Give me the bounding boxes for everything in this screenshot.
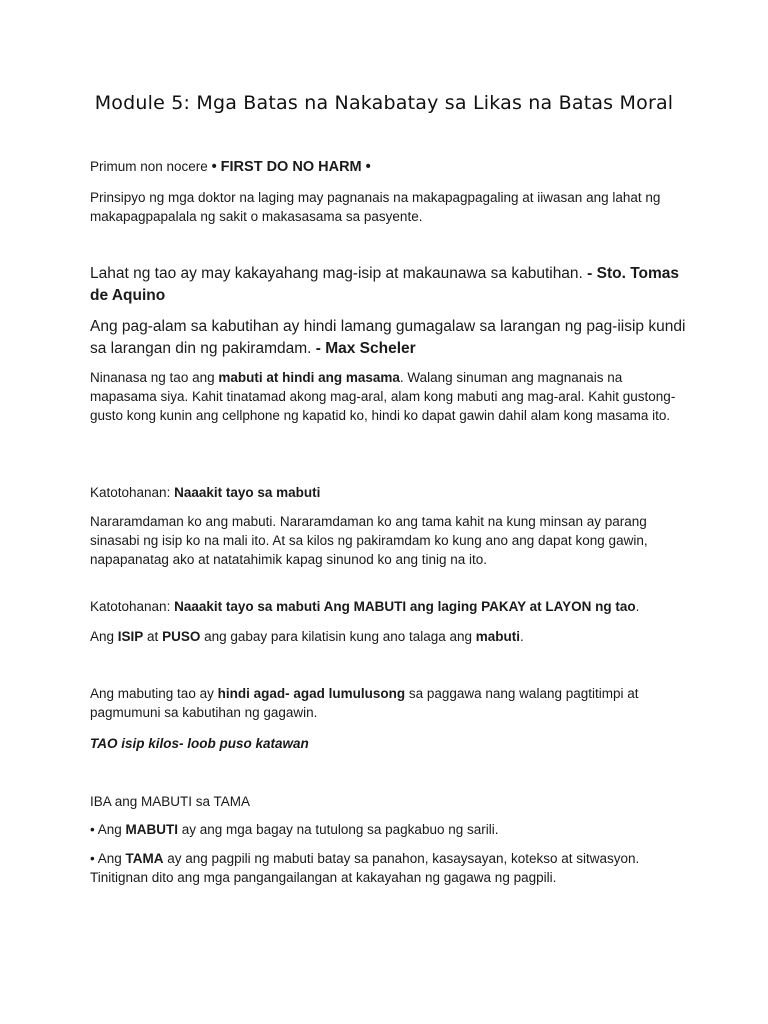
isip-bold: ISIP bbox=[117, 629, 144, 644]
bullet-mabuti-pre: • Ang bbox=[90, 822, 126, 837]
ninanasa-bold: mabuti at hindi ang masama bbox=[218, 370, 400, 385]
ninanasa-text-post: . Walang sinuman ang magnanais na mapasama siya. Kahit tinatamad akong mag-aral, alam kong mabuti ang mag-aral. Kahit gustong-gusto kong kunin ang cellphone ng kapatid ko, hindi ko dapat gawin dahil alam kong masama ito. bbox=[90, 370, 676, 423]
katotohanan-2-post: . bbox=[635, 599, 640, 614]
isip-puso-pre: Ang bbox=[90, 629, 118, 644]
ninanasa-text-pre: Ninanasa ng tao ang bbox=[90, 370, 219, 385]
scheler-text: Ang pag-alam sa kabutihan ay hindi lamang gumagalaw sa larangan ng pag-iisip kundi sa larangan din ng pakiramdam. bbox=[90, 318, 686, 357]
katotohanan-1-bold: Naaakit tayo sa mabuti bbox=[174, 485, 321, 500]
katotohanan-2 bbox=[90, 597, 690, 616]
isip-puso-line bbox=[90, 627, 690, 646]
scheler-quote bbox=[90, 316, 690, 360]
aquino-text: Lahat ng tao ay may kakayahang mag-isip at makaunawa sa kabutihan. bbox=[90, 265, 588, 282]
primum-line bbox=[90, 157, 690, 177]
katotohanan-2-bold: Naaakit tayo sa mabuti Ang MABUTI ang laging PAKAY at LAYON ng tao bbox=[174, 599, 636, 614]
bullet-tama-bold: TAMA bbox=[125, 851, 164, 866]
mabuting-tao-pre: Ang mabuting tao ay bbox=[90, 686, 218, 701]
bullet-mabuti-post: ay ang mga bagay na tutulong sa pagkabuo ng sarili. bbox=[178, 822, 499, 837]
ninanasa-paragraph bbox=[90, 368, 690, 425]
mabuting-tao-paragraph bbox=[90, 684, 690, 722]
aquino-author: - Sto. Tomas de Aquino bbox=[90, 265, 680, 304]
katotohanan-1 bbox=[90, 483, 690, 502]
aquino-quote bbox=[90, 263, 690, 307]
iba-heading: IBA ang MABUTI sa TAMA bbox=[90, 794, 251, 809]
primum-text: Primum non nocere bbox=[90, 159, 212, 174]
isip-puso-mid1: at bbox=[143, 629, 163, 644]
isip-puso-mid2: ang gabay para kilatisin kung ano talaga ang bbox=[200, 629, 476, 644]
scheler-author: - Max Scheler bbox=[315, 340, 416, 357]
mabuting-tao-bold: hindi agad- agad lumulusong bbox=[217, 686, 406, 701]
mabuti-bold: mabuti bbox=[475, 629, 521, 644]
tao-isip-line: TAO isip kilos- loob puso katawan bbox=[90, 736, 309, 751]
bullet-tama-pre: • Ang bbox=[90, 851, 126, 866]
bullet-tama-post: ay ang pagpili ng mabuti batay sa panahon, kasaysayan, kotekso at sitwasyon. Tinitignan dito ang mga pangangailangan at kakayahan ng gagawa ng pagpili. bbox=[90, 851, 640, 885]
bullet-mabuti bbox=[90, 820, 690, 839]
puso-bold: PUSO bbox=[162, 629, 201, 644]
prinsipyo-paragraph: Prinsipyo ng mga doktor na laging may pagnanais na makapagpagaling at iiwasan ang lahat ng makapagpapalala ng sakit o makasasama sa pasyente. bbox=[90, 190, 661, 224]
page-title: Module 5: Mga Batas na Nakabatay sa Likas na Batas Moral bbox=[94, 92, 674, 114]
nararamdaman-paragraph: Nararamdaman ko ang mabuti. Nararamdaman ko ang tama kahit na kung minsan ay parang sinasabi ng isip ko na mali ito. At sa kilos ng pakiramdam ko kung ano ang dapat kong gawin, napapanatag ako at natatahimik kapag sinunod ko ang tinig na ito. bbox=[90, 514, 648, 567]
first-do-no-harm: • FIRST DO NO HARM • bbox=[211, 159, 371, 175]
bullet-mabuti-bold: MABUTI bbox=[125, 822, 179, 837]
bullet-tama bbox=[90, 849, 690, 887]
mabuting-tao-post: sa paggawa nang walang pagtitimpi at pagmumuni sa kabutihan ng gagawin. bbox=[90, 686, 639, 720]
katotohanan-2-label: Katotohanan: bbox=[90, 599, 175, 614]
katotohanan-1-label: Katotohanan: bbox=[90, 485, 175, 500]
isip-puso-post: . bbox=[520, 629, 524, 644]
